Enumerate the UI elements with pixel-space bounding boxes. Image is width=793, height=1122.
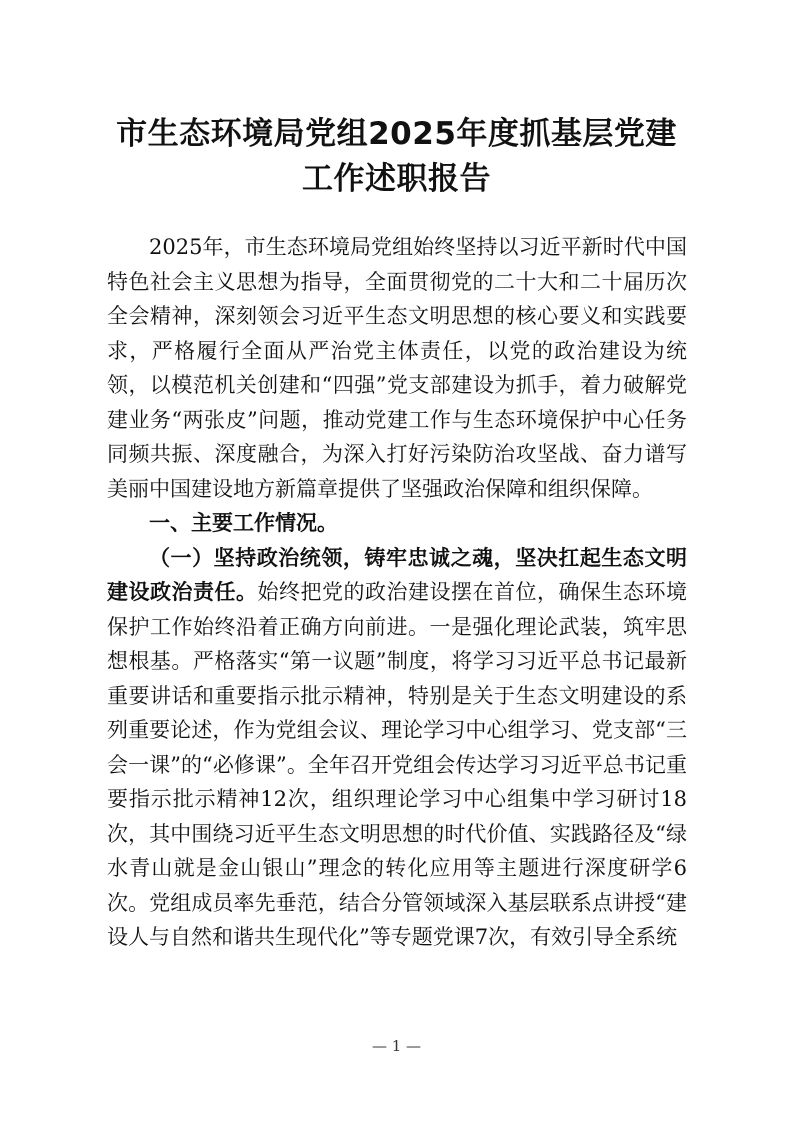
page-number: — 1 — [371, 1037, 422, 1055]
subsection-heading: （一）坚持政治统领，铸牢忠诚之魂，坚决扛起生态文明建设政治责任。 [107, 544, 687, 604]
document-title-line-1: 市生态环境局党组2025年度抓基层党建 [116, 116, 677, 152]
subsection-text: 始终把党的政治建设摆在首位，确保生态环境保护工作始终沿着正确方向前进。一是强化理论武装，筑牢思想根基。严格落实“第一议题”制度，将学习习近平总书记最新重要讲话和重要指示批示精神，特别是关于生态文明建设的系列重要论述，作为党组会议、理论学习中心组学习、党支部“三会一课”的“必修课”。全年召开党组会传达学习习近平总书记重要指示批示精神12次，组织理论学习中心组集中学习研讨18次，其中围绕习近平生态文明思想的时代价值、实践路径及“绿水青山就是金山银山”理念的转化应用等主题进行深度研学6次。党组成员率先垂范，结合分管领域深入基层联系点讲授“建设人与自然和谐共生现代化”等专题党课7次，有效引导全系统 [107, 580, 687, 949]
subsection-paragraph [107, 541, 687, 955]
intro-paragraph: 2025年，市生态环境局党组始终坚持以习近平新时代中国特色社会主义思想为指导，全面贯彻党的二十大和二十届历次全会精神，深刻领会习近平生态文明思想的核心要义和实践要求，严格履行全面从严治党主体责任，以党的政治建设为统领，以模范机关创建和“四强”党支部建设为抓手，着力破解党建业务“两张皮”问题，推动党建工作与生态环境保护中心任务同频共振、深度融合，为深入打好污染防治攻坚战、奋力谱写美丽中国建设地方新篇章提供了坚强政治保障和组织保障。 [107, 235, 687, 501]
section-heading: 一、主要工作情况。 [149, 511, 338, 535]
document-title-line-2: 工作述职报告 [302, 161, 491, 197]
document-body [107, 230, 687, 955]
